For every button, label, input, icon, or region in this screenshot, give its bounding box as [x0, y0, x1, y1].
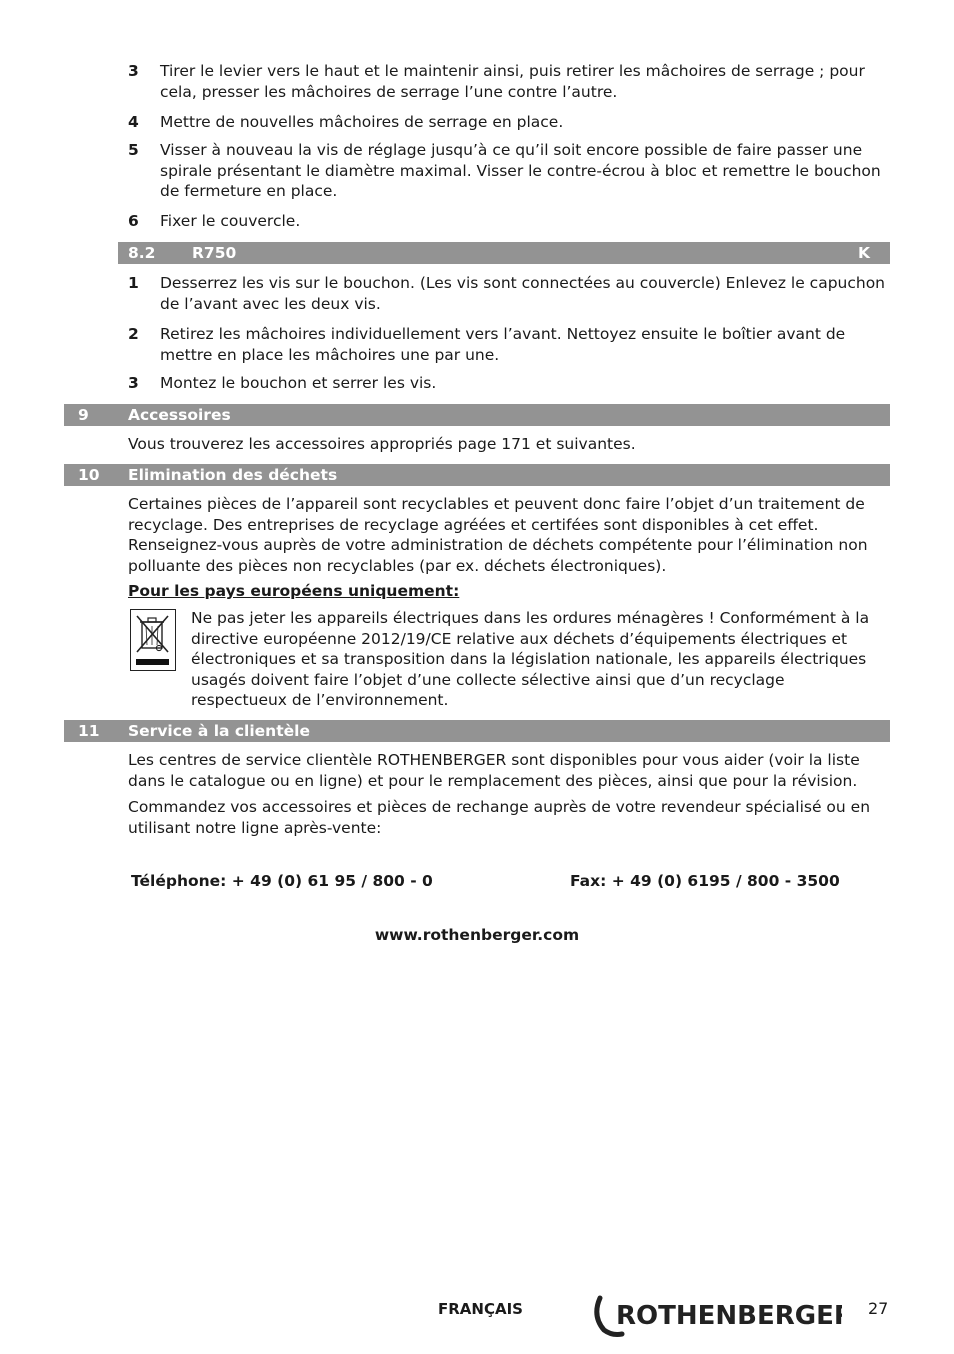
brand-wordmark: ROTHENBERGER	[616, 1301, 842, 1331]
step-3	[128, 61, 888, 102]
section-9-header	[64, 404, 890, 426]
step-4	[128, 112, 888, 133]
step-text: Fixer le couvercle.	[160, 212, 301, 230]
step-3b	[128, 373, 888, 394]
phone-number: Téléphone: + 49 (0) 61 95 / 800 - 0	[131, 872, 433, 890]
eu-heading: Pour les pays européens uniquement:	[128, 582, 460, 600]
step-text: Visser à nouveau la vis de réglage jusqu’à ce qu’il soit encore possible de faire passer une spirale présentant le diamètre maximal. Visser le contre-écrou à bloc et remettre le bouchon de fermeture en place.	[160, 141, 881, 200]
weee-crossed-bin-icon	[130, 609, 176, 671]
section-10-header	[64, 464, 890, 486]
footer-language: FRANÇAIS	[438, 1300, 523, 1318]
section-8-2-header	[118, 242, 890, 264]
step-number: 3	[128, 374, 139, 392]
disposal-text: Certaines pièces de l’appareil sont recyclables et peuvent donc faire l’objet d’un traitement de recyclage. Des entreprises de recyclage agréées et certifées sont disponibles à cet effet. Renseignez-vous auprès de votre administration de déchets compétente pour l’élimination non polluante des pièces non recyclables (par ex. déchets électroniques).	[128, 495, 868, 575]
section-title: Service à la clientèle	[128, 722, 310, 740]
section-title: Accessoires	[128, 406, 231, 424]
step-number: 1	[128, 274, 139, 292]
step-1	[128, 273, 888, 314]
step-text: Retirez les mâchoires individuellement vers l’avant. Nettoyez ensuite le boîtier avant de mettre en place les mâchoires une par une.	[160, 325, 846, 364]
step-6	[128, 211, 888, 232]
section-title: Elimination des déchets	[128, 466, 338, 484]
page-number: 27	[868, 1299, 889, 1318]
step-number: 5	[128, 141, 139, 159]
step-text: Tirer le levier vers le haut et le maintenir ainsi, puis retirer les mâchoires de serrage ; pour cela, presser les mâchoires de serrage l’une contre l’autre.	[160, 62, 865, 101]
step-text: Montez le bouchon et serrer les vis.	[160, 374, 437, 392]
step-number: 4	[128, 113, 139, 131]
accessories-text: Vous trouverez les accessoires appropriés page 171 et suivantes.	[128, 435, 636, 453]
step-2	[128, 324, 888, 365]
step-number: 3	[128, 62, 139, 80]
section-number: 11	[78, 722, 100, 740]
rothenberger-logo	[592, 1294, 842, 1338]
section-number: 9	[78, 406, 89, 424]
step-number: 6	[128, 212, 139, 230]
step-text: Mettre de nouvelles mâchoires de serrage en place.	[160, 113, 564, 131]
website-link[interactable]: www.rothenberger.com	[374, 926, 580, 944]
section-11-header	[64, 720, 890, 742]
section-title: R750	[192, 244, 237, 262]
section-number: 10	[78, 466, 100, 484]
fax-number: Fax: + 49 (0) 6195 / 800 - 3500	[570, 872, 840, 890]
step-number: 2	[128, 325, 139, 343]
service-text-1: Les centres de service clientèle ROTHENBERGER sont disponibles pour vous aider (voir la liste dans le catalogue ou en ligne) et pour le remplacement des pièces, ainsi que pour la révision.	[128, 751, 860, 790]
service-text-2: Commandez vos accessoires et pièces de rechange auprès de votre revendeur spécialisé ou en utilisant notre ligne après-vente:	[128, 798, 871, 837]
step-text: Desserrez les vis sur le bouchon. (Les vis sont connectées au couvercle) Enlevez le capuchon de l’avant avec les deux vis.	[160, 274, 886, 313]
section-number: 8.2	[128, 244, 156, 262]
section-tag: K	[857, 244, 870, 262]
step-5	[128, 140, 888, 202]
eu-text: Ne pas jeter les appareils électriques dans les ordures ménagères ! Conformément à la directive européenne 2012/19/CE relative aux déchets d’équipements électriques et électroniques et sa transposition dans la législation nationale, les appareils électriques usagés doivent faire l’objet d’une collecte sélective ainsi que d’un recyclage respectueux de l’environnement.	[191, 609, 870, 709]
